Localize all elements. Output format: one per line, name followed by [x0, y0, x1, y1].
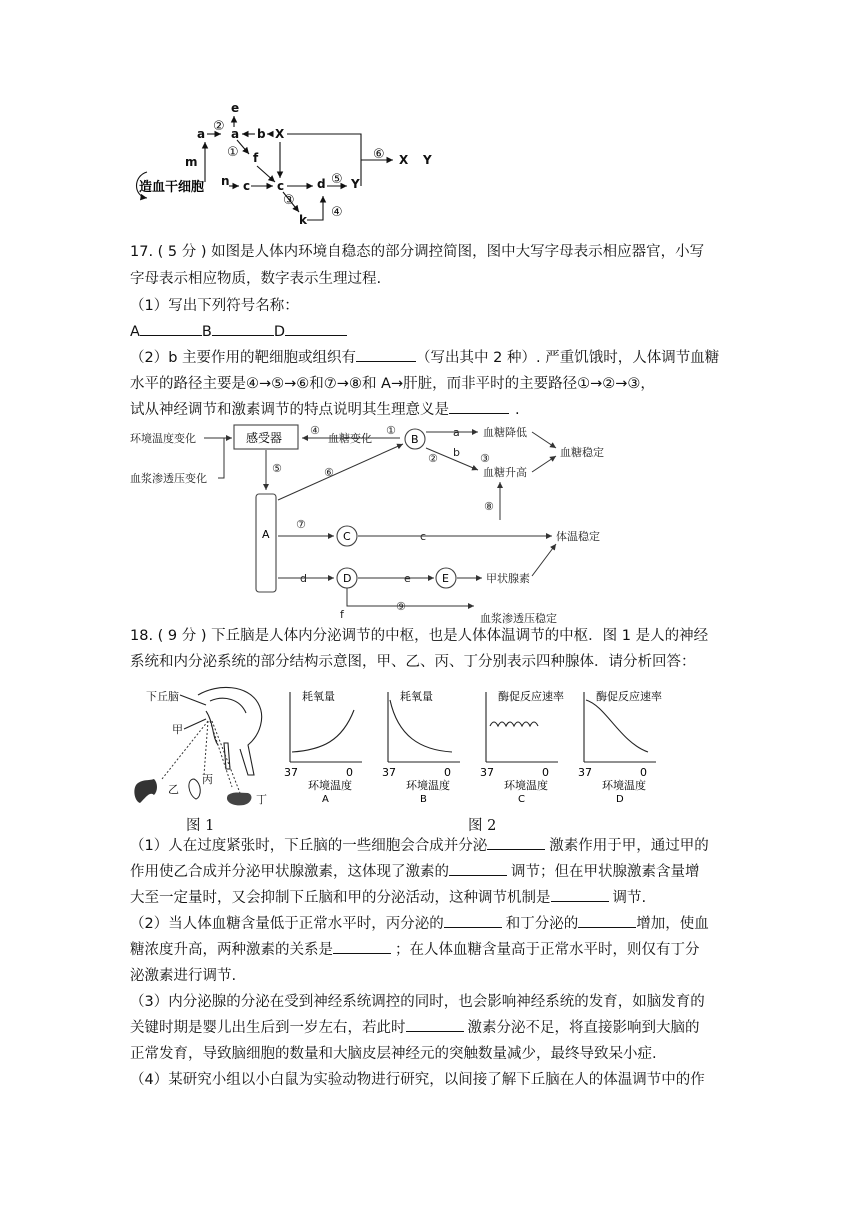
svg-text:b: b: [453, 446, 460, 459]
adrenal-gland: [189, 779, 200, 799]
x-tick-0: 0: [640, 766, 647, 779]
fig1-caption: 图 1: [186, 818, 215, 834]
curve: [390, 700, 452, 752]
blood-sugar-change-label: 血糖变化: [328, 432, 372, 445]
x-tick-0: 0: [346, 766, 353, 779]
q17-part1-blanks: A B D: [130, 321, 347, 343]
svg-text:C: C: [343, 530, 351, 543]
label-jia: 甲: [172, 723, 183, 736]
x-tick-37: 37: [382, 766, 396, 779]
q17-part2-line2: 水平的路径主要是④→⑤→⑥和⑦→⑧和 A→肝脏，而非平时的主要路径①→②→③，: [130, 376, 655, 392]
chart-letter: C: [518, 794, 525, 805]
thyroid-gland: [134, 779, 157, 803]
svg-text:c: c: [420, 530, 427, 543]
node-Y2: Y: [423, 153, 432, 167]
chart-C: [480, 689, 564, 805]
svg-text:E: E: [442, 572, 449, 585]
x-axis-label: 环境温度: [406, 779, 450, 792]
node-a-top: a: [231, 127, 240, 141]
node-X1: X: [275, 127, 285, 141]
blank-significance[interactable]: [449, 399, 509, 414]
blank-q1-mechanism[interactable]: [551, 887, 609, 902]
q17-regulation-diagram: [128, 420, 628, 625]
chart-D: [578, 689, 662, 805]
env-temp-label: 环境温度变化: [130, 432, 196, 445]
chart-letter: B: [420, 794, 427, 805]
svg-text:⑤: ⑤: [331, 172, 343, 187]
label-m: m: [185, 155, 198, 169]
plasma-stable-label: 血浆渗透压稳定: [480, 612, 557, 625]
node-k: k: [299, 213, 307, 227]
blank-q2-ding[interactable]: [578, 913, 636, 928]
label-hematopoietic-stem-cell: 造血干细胞: [139, 180, 205, 195]
q18-q3-line3: 正常发育，导致脑细胞的数量和大脑皮层神经元的突触数量减少，最终导致呆小症.: [130, 1046, 657, 1062]
sugar-down-label: 血糖降低: [483, 426, 527, 439]
chart-letter: D: [616, 794, 624, 805]
q18-header-2: 系统和内分泌系统的部分结构示意图，甲、乙、丙、丁分别表示四种腺体．请分析回答：: [130, 654, 696, 670]
chart-letter: A: [322, 794, 329, 805]
node-X2: X: [399, 153, 409, 167]
svg-text:①: ①: [227, 145, 239, 160]
q17-header-2: 字母表示相应物质，数字表示生理过程.: [130, 271, 382, 287]
node-f: f: [253, 151, 259, 165]
blank-q2-relation[interactable]: [333, 939, 391, 954]
pancreas: [227, 793, 252, 806]
q17-part1: （1）写出下列符号名称：: [130, 298, 299, 314]
node-Y1: Y: [351, 177, 360, 191]
svg-text:⑤: ⑤: [272, 462, 282, 475]
figure-1-endocrine: [128, 683, 278, 833]
svg-text:②: ②: [428, 452, 438, 465]
svg-text:②: ②: [213, 119, 225, 134]
node-b: b: [257, 127, 266, 141]
svg-text:⑥: ⑥: [373, 147, 385, 162]
organ-A-box: [256, 494, 276, 592]
svg-text:a: a: [453, 426, 460, 439]
q18-q2-line1: （2）当人体血糖含量低于正常水平时，丙分泌的 和丁分泌的 增加，使血: [130, 913, 709, 935]
plasma-osm-label: 血浆渗透压变化: [130, 472, 207, 485]
x-tick-0: 0: [542, 766, 549, 779]
node-e: e: [231, 101, 240, 115]
svg-text:感受器: 感受器: [246, 431, 283, 445]
q17-part2-line3: 试从神经调节和激素调节的特点说明其生理意义是 .: [130, 399, 520, 421]
svg-text:d: d: [300, 572, 307, 585]
curve: [490, 722, 538, 726]
q17-header: 17. ( 5 分 ) 如图是人体内环境自稳态的部分调控简图，图中大写字母表示相应器官，小写: [130, 244, 705, 260]
svg-text:⑨: ⑨: [396, 600, 406, 613]
y-axis-label: 耗氧量: [302, 690, 335, 703]
q18-q2-line2: 糖浓度升高，两种激素的关系是 ；在人体血糖含量高于正常水平时，则仅有丁分: [130, 939, 700, 961]
node-c-mid: c: [277, 179, 285, 193]
svg-text:D: D: [343, 572, 352, 585]
blank-A[interactable]: [140, 321, 202, 336]
sugar-up-label: 血糖升高: [483, 466, 527, 479]
hematopoiesis-diagram: [125, 100, 455, 230]
q18-q2-line3: 泌激素进行调节.: [130, 968, 237, 984]
q18-q4-line1: （4）某研究小组以小白鼠为实验动物进行研究，以间接了解下丘脑在人的体温调节中的作: [130, 1072, 705, 1088]
fig2-caption: 图 2: [468, 818, 497, 834]
blank-B[interactable]: [212, 321, 274, 336]
blank-b-targets[interactable]: [356, 347, 416, 362]
x-axis-label: 环境温度: [504, 779, 548, 792]
svg-text:③: ③: [283, 193, 295, 208]
svg-text:A: A: [262, 528, 270, 541]
svg-text:⑥: ⑥: [324, 466, 334, 479]
svg-text:④: ④: [331, 205, 343, 220]
svg-text:①: ①: [386, 424, 396, 437]
q18-q1-line2: 作用使乙合成并分泌甲状腺激素，这体现了激素的 调节；但在甲状腺激素含量增: [130, 861, 700, 883]
x-tick-37: 37: [578, 766, 592, 779]
blank-q1-hormone[interactable]: [487, 835, 545, 850]
curve: [586, 700, 648, 752]
node-a-left: a: [197, 127, 206, 141]
svg-text:⑧: ⑧: [484, 500, 494, 513]
thyroxine-label: 甲状腺素: [486, 572, 530, 585]
x-axis-label: 环境温度: [308, 779, 352, 792]
q18-q3-line2: 关键时期是婴儿出生后到一岁左右，若此时 激素分泌不足，将直接影响到大脑的: [130, 1017, 700, 1039]
node-d: d: [317, 177, 326, 191]
q18-q1-line3: 大至一定量时，又会抑制下丘脑和甲的分泌活动，这种调节机制是 调节.: [130, 887, 646, 909]
q17-part2-line1: （2）b 主要作用的靶细胞或组织有 （写出其中 2 种）. 严重饥饿时，人体调节血糖: [130, 347, 719, 369]
label-n: n: [221, 174, 230, 188]
svg-text:⑦: ⑦: [296, 518, 306, 531]
svg-text:B: B: [411, 433, 419, 446]
curve: [292, 710, 354, 752]
svg-text:f: f: [340, 608, 344, 621]
x-tick-37: 37: [284, 766, 298, 779]
temp-stable-label: 体温稳定: [556, 530, 600, 543]
node-c-left: c: [243, 179, 251, 193]
svg-text:④: ④: [310, 424, 320, 437]
x-tick-0: 0: [444, 766, 451, 779]
label-hypothalamus: 下丘脑: [146, 690, 179, 703]
y-axis-label: 耗氧量: [400, 690, 433, 703]
y-axis-label: 酶促反应速率: [596, 690, 662, 703]
x-tick-37: 37: [480, 766, 494, 779]
label-yi: 乙: [168, 783, 179, 796]
svg-text:e: e: [404, 572, 411, 585]
blank-q1-type[interactable]: [449, 861, 507, 876]
label-ding: 丁: [256, 793, 267, 806]
chart-A: [284, 689, 362, 805]
q18-header: 18. ( 9 分 ) 下丘脑是人体内分泌调节的中枢，也是人体体温调节的中枢．图 1 是人的神经: [130, 628, 709, 644]
blank-q2-bing[interactable]: [444, 913, 502, 928]
q18-q3-line1: （3）内分泌腺的分泌在受到神经系统调控的同时，也会影响神经系统的发育，如脑发育的: [130, 994, 705, 1010]
q18-q1-line1: （1）人在过度紧张时，下丘脑的一些细胞会合成并分泌 激素作用于甲，通过甲的: [130, 835, 709, 857]
y-axis-label: 酶促反应速率: [498, 690, 564, 703]
x-axis-label: 环境温度: [602, 779, 646, 792]
blank-q3-hormone[interactable]: [406, 1017, 464, 1032]
label-bing: 丙: [202, 773, 213, 786]
svg-text:③: ③: [480, 452, 490, 465]
chart-B: [382, 689, 460, 805]
figure-2-charts: [280, 686, 690, 810]
blank-D[interactable]: [285, 321, 347, 336]
sugar-stable-label: 血糖稳定: [560, 446, 604, 459]
